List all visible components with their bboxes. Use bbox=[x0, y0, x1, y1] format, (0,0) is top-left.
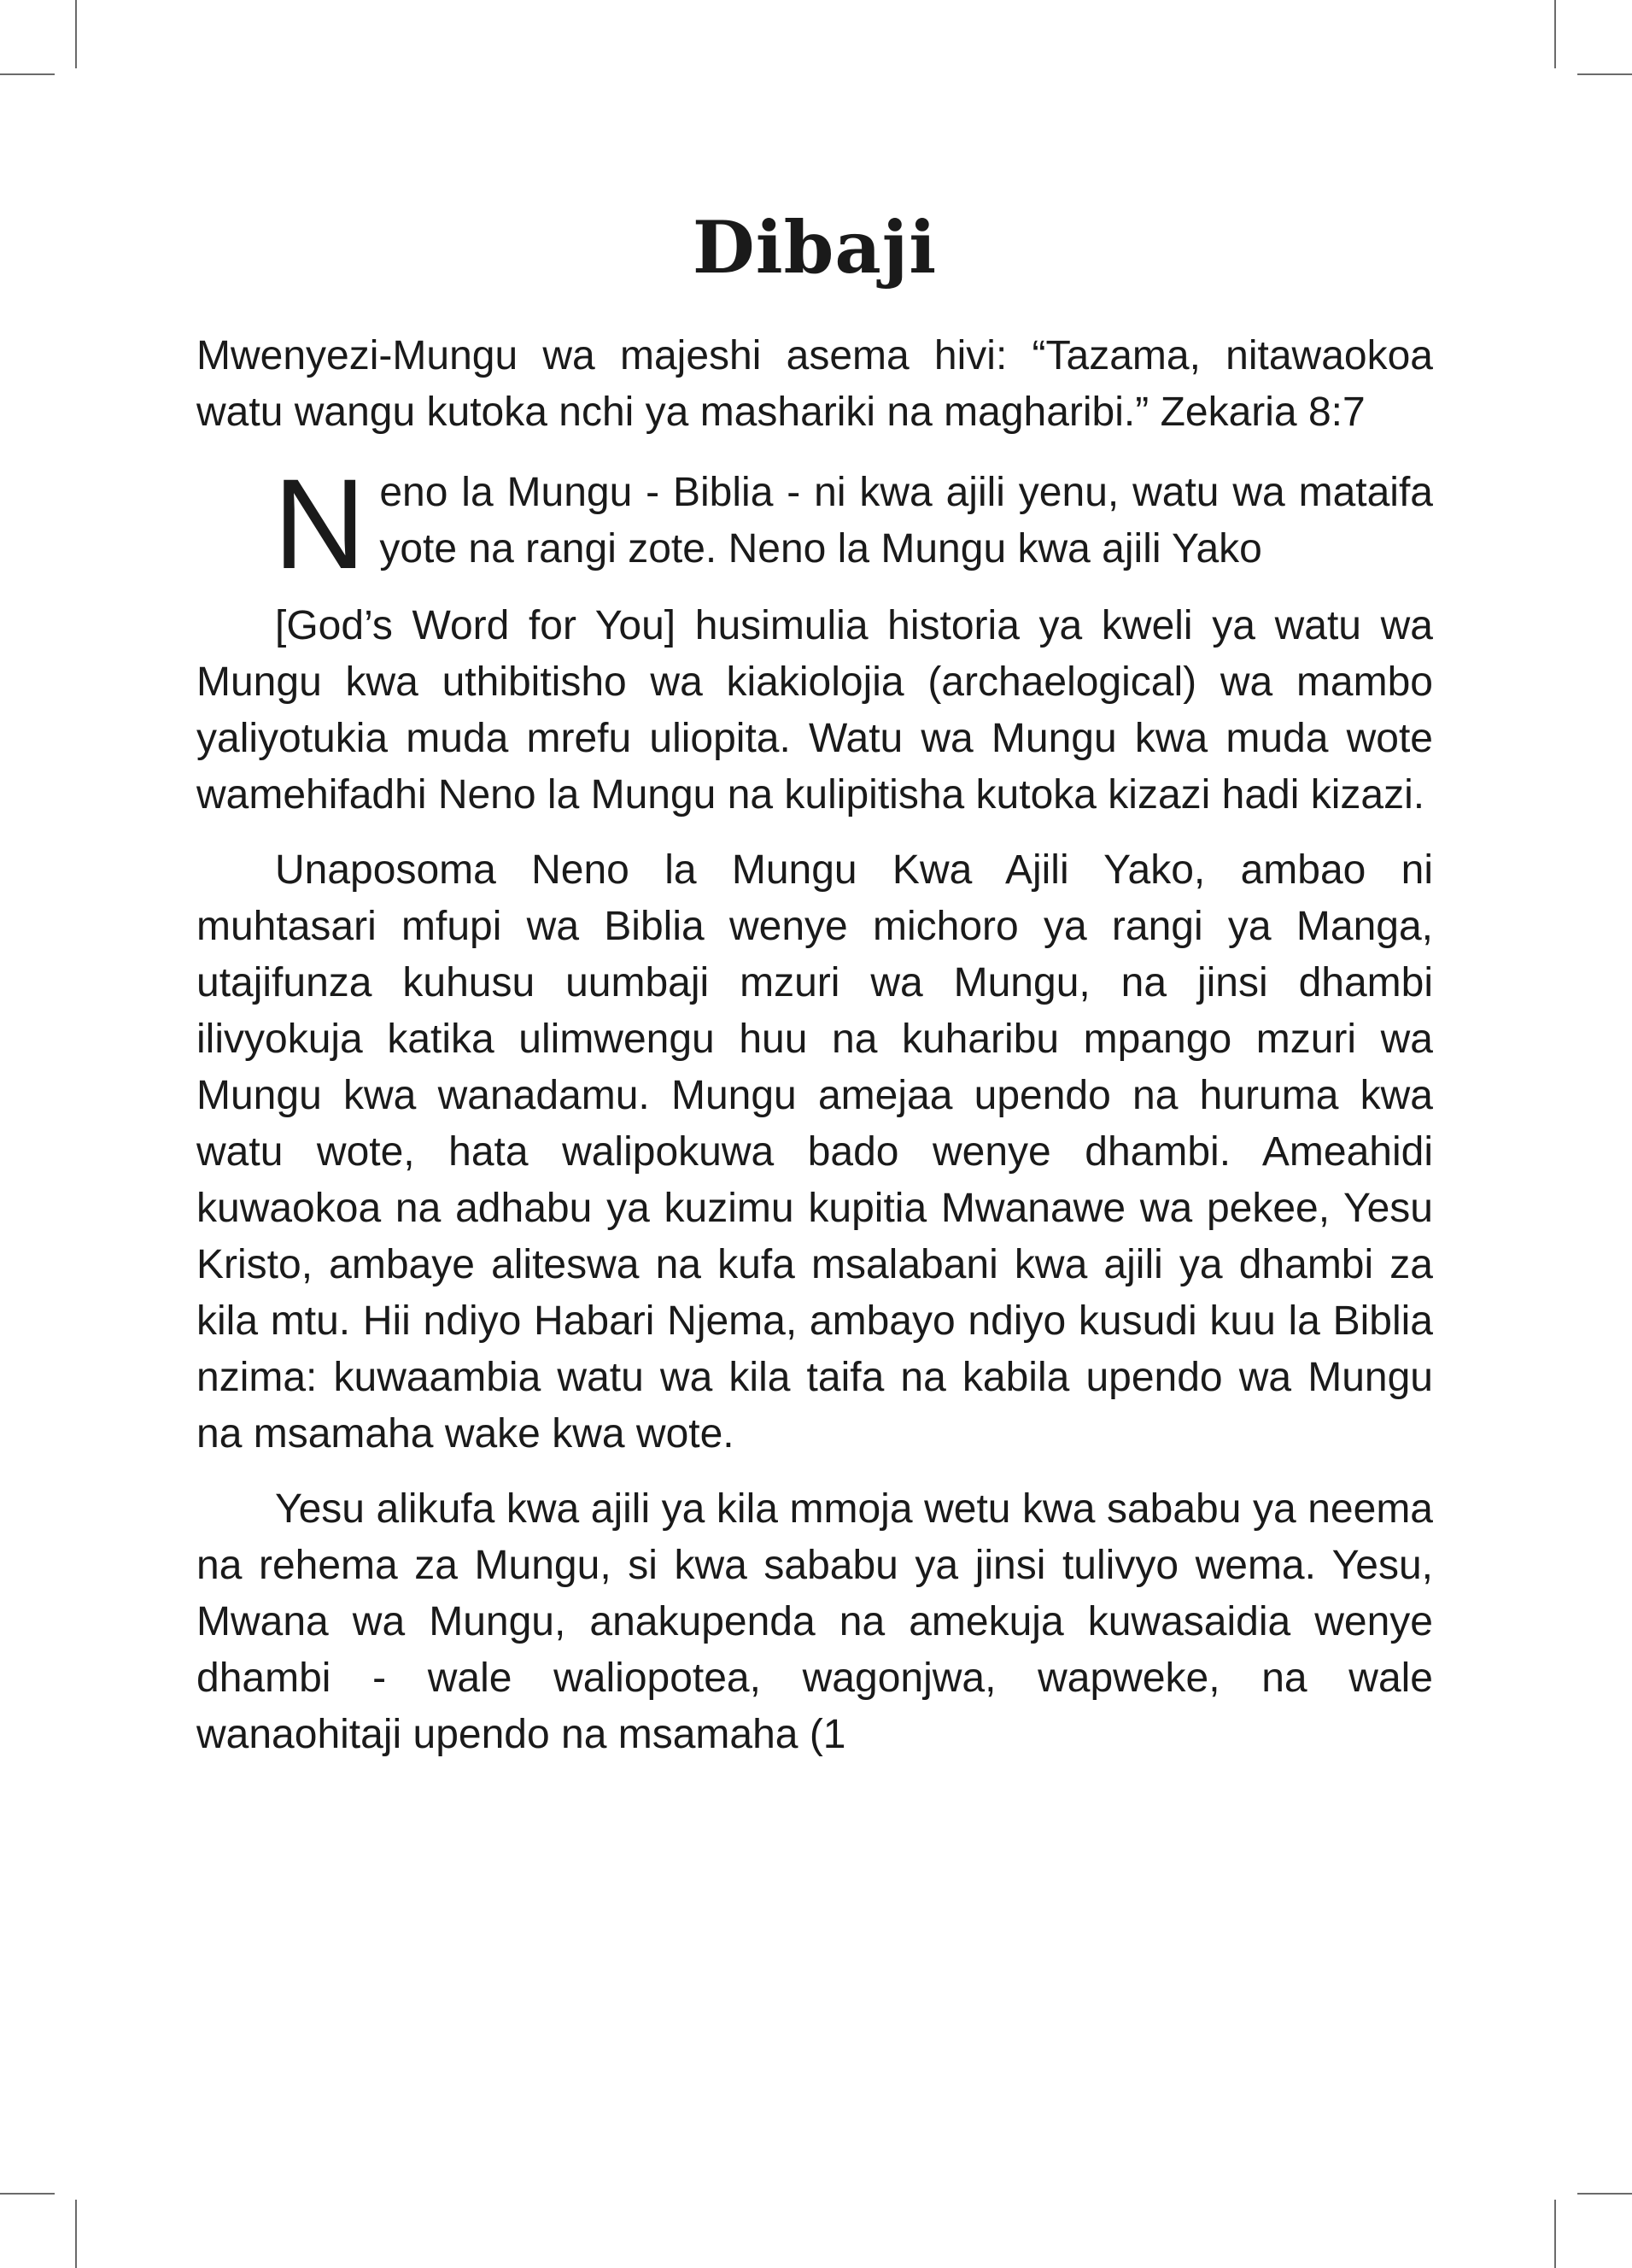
page-title: Dibaji bbox=[692, 205, 938, 290]
crop-mark-bottom-right-h bbox=[1577, 2193, 1632, 2195]
page-content bbox=[196, 196, 1433, 1782]
crop-mark-bottom-left bbox=[75, 2200, 77, 2268]
crop-mark-top-right bbox=[1554, 0, 1556, 68]
paragraph-4: Yesu alikufa kwa ajili ya kila mmoja wetu kwa sababu ya neema na rehema za Mungu, si kwa sababu ya jinsi tulivyo wema. Yesu, Mwana wa Mungu, anakupenda na amekuja kuwasaidia wenye dhambi - wale waliopotea, wagonjwa, wapweke, na wale wanaohitaji upendo na msamaha (1 bbox=[196, 1486, 1433, 1757]
paragraph-1 bbox=[196, 452, 1433, 595]
crop-mark-bottom-right bbox=[1554, 2200, 1556, 2268]
crop-mark-bottom-left-h bbox=[0, 2193, 55, 2195]
drop-cap: N bbox=[273, 452, 366, 595]
paragraph-3: Unaposoma Neno la Mungu Kwa Ajili Yako, ambao ni muhtasari mfupi wa Biblia wenye michoro ya rangi ya Manga, utajifunza kuhusu uumbaji mzuri wa Mungu, na jinsi dhambi ilivyokuja katika ulimwengu huu na kuharibu mpango mzuri wa Mungu kwa wanadamu. Mungu amejaa upendo na huruma kwa watu wote, hata walipokuwa bado wenye dhambi. Ameahidi kuwaokoa na adhabu ya kuzimu kupitia Mwanawe wa pekee, Yesu Kristo, ambaye aliteswa na kufa msalabani kwa ajili ya dhambi za kila mtu. Hii ndiyo Habari Njema, ambayo ndiyo kusudi kuu la Biblia nzima: kuwaambia watu wa kila taifa na kabila upendo wa Mungu na msamaha wake kwa wote. bbox=[196, 847, 1433, 1456]
crop-mark-top-right-h bbox=[1577, 73, 1632, 75]
crop-mark-top-left-h bbox=[0, 73, 55, 75]
crop-mark-top-left bbox=[75, 0, 77, 68]
paragraph-2: [God’s Word for You] husimulia historia ya kweli ya watu wa Mungu kwa uthibitisho wa kiakiolojia (archaelogical) wa mambo yaliyotukia muda mrefu uliopita. Watu wa Mungu kwa muda wote wamehifadhi Neno la Mungu na kulipitisha kutoka kizazi hadi kizazi. bbox=[196, 603, 1433, 818]
paragraph-1-text: eno la Mungu - Biblia - ni kwa ajili yenu, watu wa mataifa yote na rangi zote. Neno la Mungu kwa ajili Yako bbox=[379, 470, 1433, 571]
epigraph: Mwenyezi-Mungu wa majeshi asema hivi: “Tazama, nitawaokoa watu wangu kutoka nchi ya mashariki na magharibi.” Zekaria 8:7 bbox=[196, 333, 1433, 435]
